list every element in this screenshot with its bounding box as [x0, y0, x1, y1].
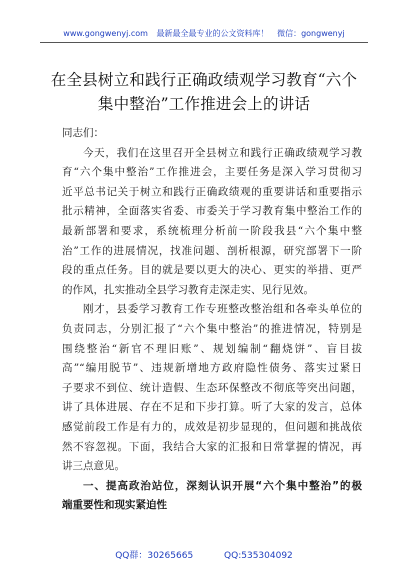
document-title: [40, 68, 368, 116]
paragraph-line: 围绕整治“新官不理旧账”、规划编制“翻烧饼”、盲目拔: [62, 342, 362, 355]
title-line: 集中整治”工作推进会上的讲话: [97, 95, 311, 113]
paragraph-line: 子要求不到位、统计造假、生态环保整改不彻底等突出问题，: [62, 381, 362, 394]
paragraph-line: 讲了具体进展、存在不足和下步打算。听了大家的发言，总体: [62, 401, 362, 414]
paragraph-line: 刚才，县委学习教育工作专班整改整治组和各牵头单位的: [83, 303, 362, 316]
header-slogan: 最新最全最专业的公文资料库！: [156, 29, 269, 38]
header-divider: [40, 42, 368, 43]
paragraph-line: 高”“编用脱节”、违规新增地方政府隐性债务、落实过紧日: [62, 362, 362, 375]
paragraph-line: 育“六个集中整治”工作推进会，主要任务是深入学习贯彻习: [62, 166, 362, 179]
footer-qq-group: QQ群：30265665: [115, 551, 194, 561]
paragraph-line: 感觉前段工作是有力的，成效是初步显现的，但问题和挑战依: [62, 420, 362, 433]
header-banner: [0, 28, 408, 39]
paragraph-line: 近平总书记关于树立和践行正确政绩观的重要讲话和重要指示: [62, 185, 362, 198]
paragraph-line: 然不容忽视。下面，我结合大家的汇报和日常掌握的情况，再: [62, 440, 362, 453]
paragraph-line: 段的重点任务。目的就是要以更大的决心、更实的举措、更严: [62, 264, 362, 277]
paragraph-line: 讲三点意见。: [62, 460, 125, 473]
footer-contact: [0, 548, 408, 561]
section-heading-line: 一、提高政治站位，深刻认识开展“六个集中整治”的极: [83, 479, 362, 492]
document-body: [62, 124, 362, 516]
paragraph-line: 最新部署和要求，系统梳理分析前一阶段我县“六个集中整: [62, 224, 362, 237]
paragraph-line: 治”工作的进展情况，找准问题、剖析根源，研究部署下一阶: [62, 244, 362, 257]
section-heading-line: 端重要性和现实紧迫性: [62, 499, 167, 512]
footer-qq: QQ:535304092: [224, 551, 293, 561]
title-line: 在全县树立和践行正确政绩观学习教育“六个: [50, 71, 358, 89]
salutation: 同志们：: [62, 127, 104, 139]
paragraph-line: 批示精神，全面落实省委、市委关于学习教育集中整治工作的: [62, 205, 362, 218]
header-wechat: 微信：gongwenyj: [277, 29, 345, 38]
header-website-link[interactable]: www.gongwenyj.com: [63, 29, 148, 38]
paragraph-line: 今天，我们在这里召开全县树立和践行正确政绩观学习教: [83, 146, 362, 159]
paragraph-line: 负责同志，分别汇报了“六个集中整治”的推进情况，特别是: [62, 322, 362, 335]
paragraph-line: 的作风，扎实推动全县学习教育走深走实、见行见效。: [62, 283, 314, 296]
